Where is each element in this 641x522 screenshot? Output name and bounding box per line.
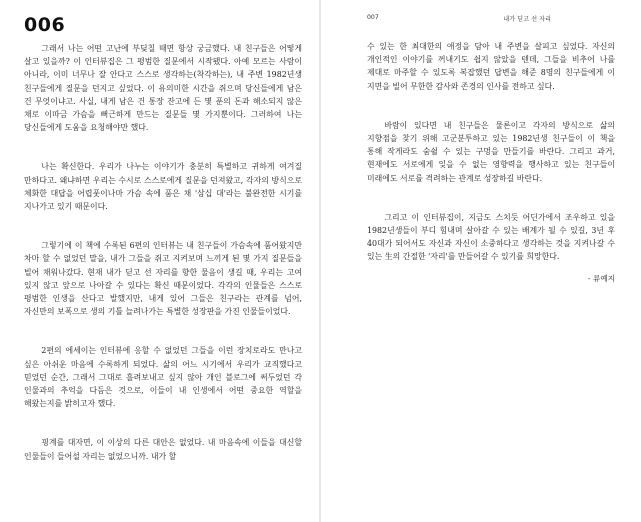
- page-number-right: 007: [367, 14, 379, 21]
- page-number-left: 006: [24, 14, 66, 36]
- running-head: [367, 14, 617, 23]
- right-body-text: [367, 40, 615, 285]
- paragraph: 그리고 이 인터뷰집이, 지금도 스치듯 어딘가에서 조우하고 있을 1982년생들이 부디 힘내며 살아갈 수 있는 배계가 될 수 있길, 3년 후 40대가 되어서도 자신과 자신이 소중하다고 생각하는 것을 지켜나갈 수 있는 生의 간절한 '자리'를 만들어갈 수 있기를 희망한다.: [367, 212, 615, 262]
- left-page: [0, 0, 320, 522]
- paragraph: 그래서 나는 어떤 고난에 부딪칠 때면 항상 궁금했다. 내 친구들은 어떻게 살고 있을까? 이 인터뷰집은 그 평범한 질문에서 시작됐다. 아예 모르는 사람이 아니라, 이미 너무나 잘 안다고 스스로 생각하는(착각하는), 내 주변 1982년생 친구들에게 질문을 던지고 싶었다. 이 유의미한 시간을 쥐으며 당신들에게 남은 건 무엇이냐고. 사실, 내게 남은 건 통장 잔고에 든 몇 푼의 돈과 해소되지 않은 채로 이따금 가슴을 뻐근하게 만드는 질문들 몇 가지뿐이다. 그러하여 나는 당신들에게 도움을 요청해야만 했다.: [24, 44, 302, 133]
- right-page: [321, 0, 641, 522]
- paragraph: 2편의 에세이는 인터뷰에 응할 수 없었던 그들을 이런 장치로라도 만나고 싶은 아쉬운 마음에 수록하게 되었다. 삶의 어느 시기에서 우리가 교직했다고 믿었던 순간, 그래서 그대로 흘려보내고 싶지 않아 개인 블로그에 써두었던 각 인물과의 추억을 다듬은 것으로, 이들이 내 인생에서 어떤 중요한 역할을 해왔는지를 밝히고자 했다.: [24, 346, 302, 409]
- paragraph: 바람이 있다면 내 친구들은 물론이고 각자의 방식으로 삶의 지향점을 찾기 위해 고군분투하고 있는 1982년생 친구들이 이 책을 통해 작게라도 숨쉴 수 있는 구멍을 만들기를 바란다. 그리고 과거, 현재에도 서로에게 잊을 수 없는 영향력을 행사하고 있는 친구들이 미래에도 서로를 격려하는 관계로 성장하길 바란다.: [367, 120, 615, 183]
- paragraph: 수 있는 한 최대한의 애정을 담아 내 주변을 살피고 싶었다. 자신의 개인적인 이야기를 꺼내기도 쉽지 않았을 텐데, 그들을 비추어 나를 제대로 마주할 수 있도록 복잡했던 답변을 해준 8명의 친구들에게 이 지면을 빌어 무한한 감사와 존경의 인사를 전하고 싶다.: [367, 42, 615, 91]
- left-body-text: [24, 42, 302, 463]
- paragraph: 그렇기에 이 책에 수록된 6편의 인터뷰는 내 친구들이 가슴속에 품어왔지만 차마 할 수 없었던 말을, 내가 그들을 쥐고 지켜보며 느끼게 된 몇 가지 질문들을 빌어 채워나갔다. 현재 내가 딛고 선 자리를 향한 물음이 생길 때, 우리는 고여 있지 않고 앞으로 나아갈 수 있다는 확신 때문이었다. 각각의 인물들은 스스로 평범한 인생을 산다고 발했지만, 내게 있어 그들은 친구라는 관계를 넘어, 자신만의 보폭으로 생의 기틀 늘려나가는 특별한 성장판을 가진 인물들이었다.: [24, 241, 302, 317]
- running-head-title: 내가 딛고 선 자리: [503, 16, 551, 23]
- paragraph: 핑계를 대자면, 이 이상의 다른 대안은 없었다. 내 마음속에 이들을 대신할 인물들이 들어설 자리는 없었으니까. 내가 할: [24, 438, 302, 461]
- paragraph: 나는 확신한다. 우리가 나누는 이야기가 충분히 특별하고 귀하게 여겨질 만하다고. 왜냐하면 우리는 수시로 스스로에게 질문을 던져왔고, 각자의 방식으로 체화한 대답을 어렵풋이나마 가슴 속에 품은 채 '삼십 대'라는 불완전한 시기를 지나가고 있기 때문이다.: [24, 162, 302, 212]
- author-signature: - 류예지: [588, 273, 615, 283]
